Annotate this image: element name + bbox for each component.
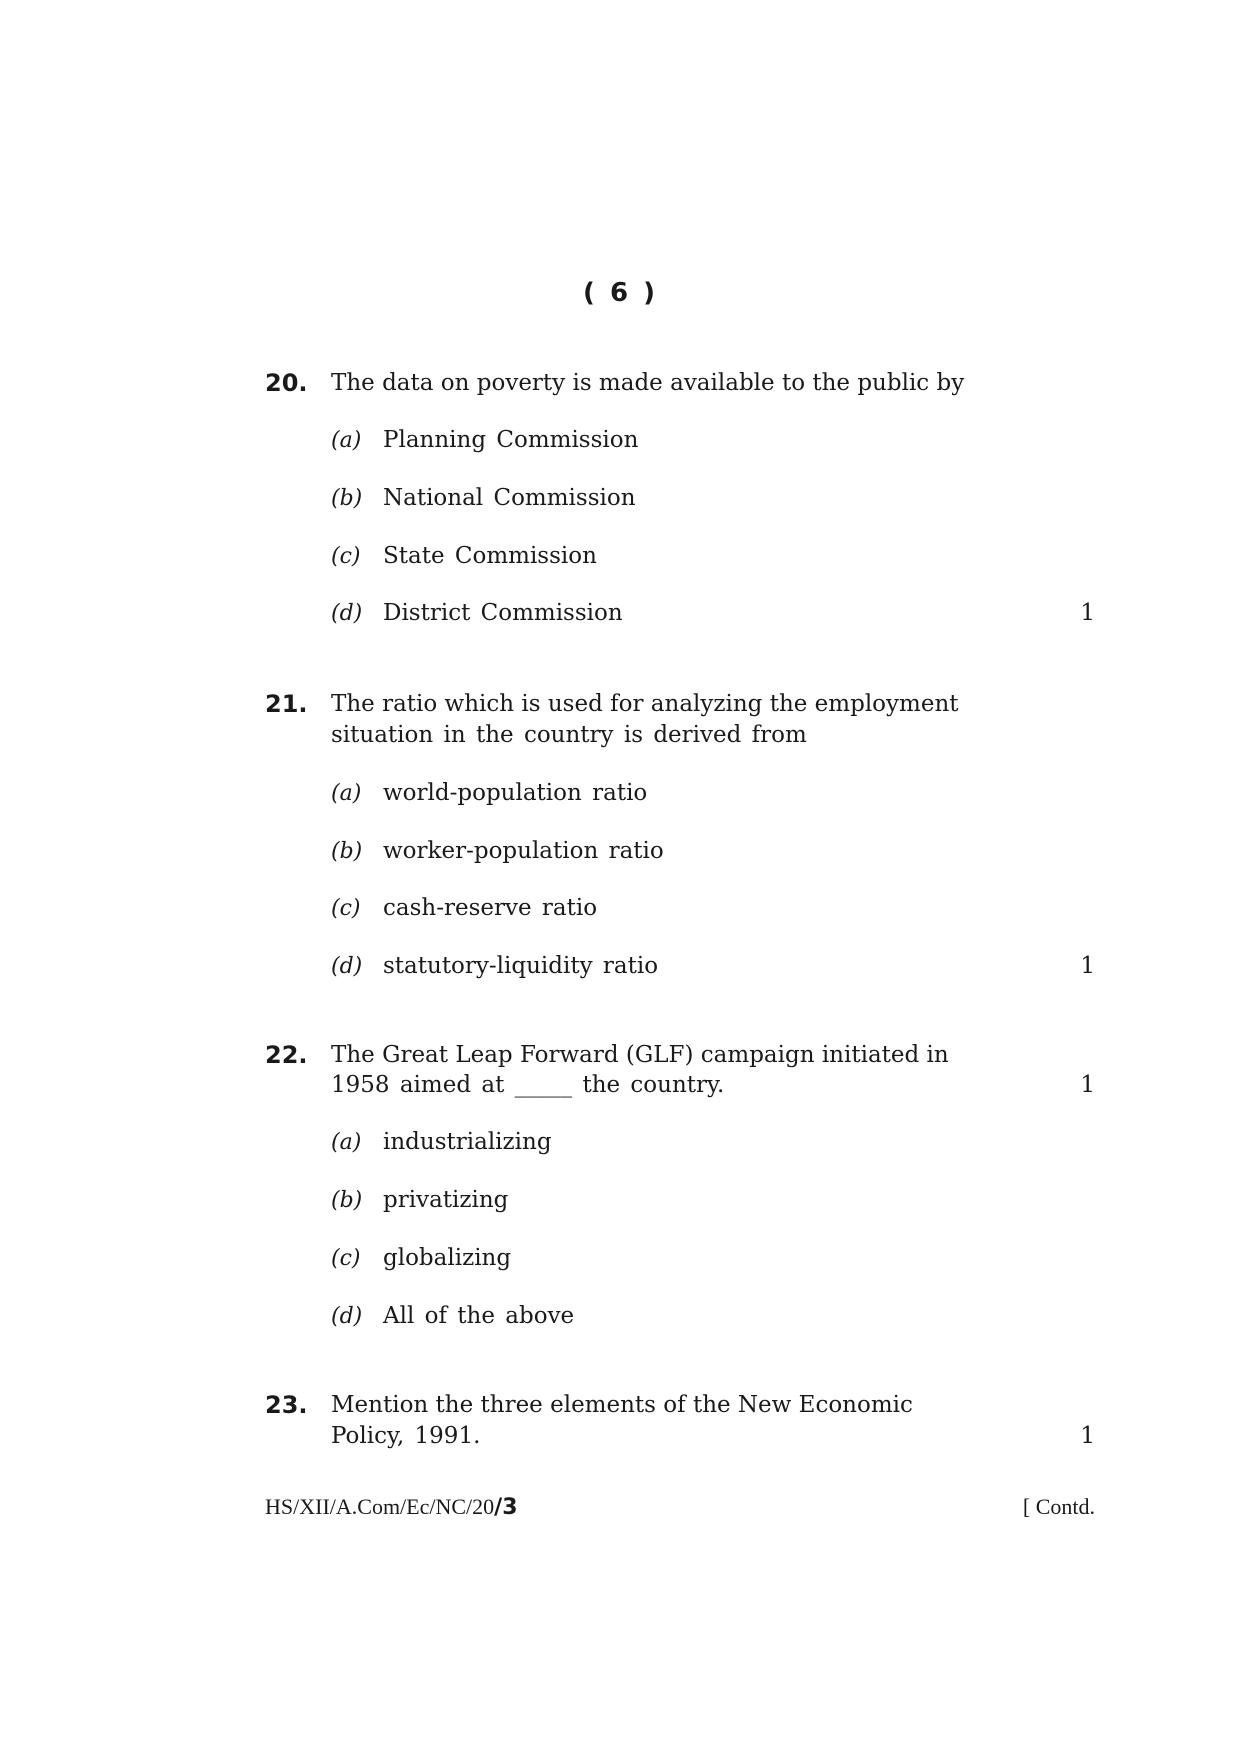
question-text-line-2: 1958 aimed at _____ the country. xyxy=(331,1072,725,1098)
option-text: globalizing xyxy=(383,1245,512,1271)
paper-code-text: HS/XII/A.Com/Ec/NC/20 xyxy=(265,1494,495,1519)
option-text: National Commission xyxy=(383,485,636,511)
option-a xyxy=(331,425,638,456)
question-marks: 1 xyxy=(1080,1072,1095,1098)
question-number: 21. xyxy=(265,690,308,718)
option-d xyxy=(331,951,658,982)
option-c xyxy=(331,541,597,572)
option-b xyxy=(331,483,636,514)
option-label: (d) xyxy=(331,1304,363,1329)
option-label: (a) xyxy=(331,781,362,806)
option-label: (c) xyxy=(331,896,361,921)
question-marks: 1 xyxy=(1080,1423,1095,1449)
question-22 xyxy=(265,1040,1095,1340)
option-label: (b) xyxy=(331,486,363,511)
continued-label: [ Contd. xyxy=(1022,1494,1095,1519)
option-label: (d) xyxy=(331,954,363,979)
option-text: worker-population ratio xyxy=(383,838,664,864)
option-d xyxy=(331,1301,574,1332)
paper-code-suffix: /3 xyxy=(494,1495,518,1520)
option-text: State Commission xyxy=(383,543,597,569)
option-d xyxy=(331,598,623,629)
option-label: (c) xyxy=(331,1246,361,1271)
option-a xyxy=(331,778,647,809)
question-21 xyxy=(265,689,1095,989)
question-23 xyxy=(265,1390,1095,1460)
paper-code xyxy=(265,1494,518,1520)
option-label: (a) xyxy=(331,428,362,453)
question-marks: 1 xyxy=(1080,953,1095,979)
question-marks: 1 xyxy=(1080,600,1095,626)
option-text: world-population ratio xyxy=(383,780,648,806)
option-b xyxy=(331,1185,508,1216)
question-number: 20. xyxy=(265,369,308,397)
option-text: statutory-liquidity ratio xyxy=(383,953,659,979)
question-20 xyxy=(265,368,1095,628)
question-text-line-1: The ratio which is used for analyzing the employment xyxy=(331,691,959,717)
option-label: (a) xyxy=(331,1130,362,1155)
option-c xyxy=(331,893,597,924)
option-label: (b) xyxy=(331,839,363,864)
question-text-line-1: The Great Leap Forward (GLF) campaign initiated in xyxy=(331,1042,949,1068)
option-text: industrializing xyxy=(383,1129,552,1155)
question-text-line-2: Policy, 1991. xyxy=(331,1423,481,1449)
option-c xyxy=(331,1243,511,1274)
question-text-line-1: Mention the three elements of the New Economic xyxy=(331,1392,913,1418)
option-text: All of the above xyxy=(383,1303,575,1329)
option-label: (d) xyxy=(331,601,363,626)
option-text: District Commission xyxy=(383,600,623,626)
option-label: (b) xyxy=(331,1188,363,1213)
page-number: ( 6 ) xyxy=(583,278,658,308)
option-text: cash-reserve ratio xyxy=(383,895,598,921)
option-text: privatizing xyxy=(383,1187,509,1213)
option-text: Planning Commission xyxy=(383,427,639,453)
option-a xyxy=(331,1127,552,1158)
question-text: The data on poverty is made available to the public by xyxy=(331,370,965,396)
question-number: 23. xyxy=(265,1391,308,1419)
question-number: 22. xyxy=(265,1041,308,1069)
question-text-line-2: situation in the country is derived from xyxy=(331,722,807,748)
option-label: (c) xyxy=(331,544,361,569)
option-b xyxy=(331,836,664,867)
